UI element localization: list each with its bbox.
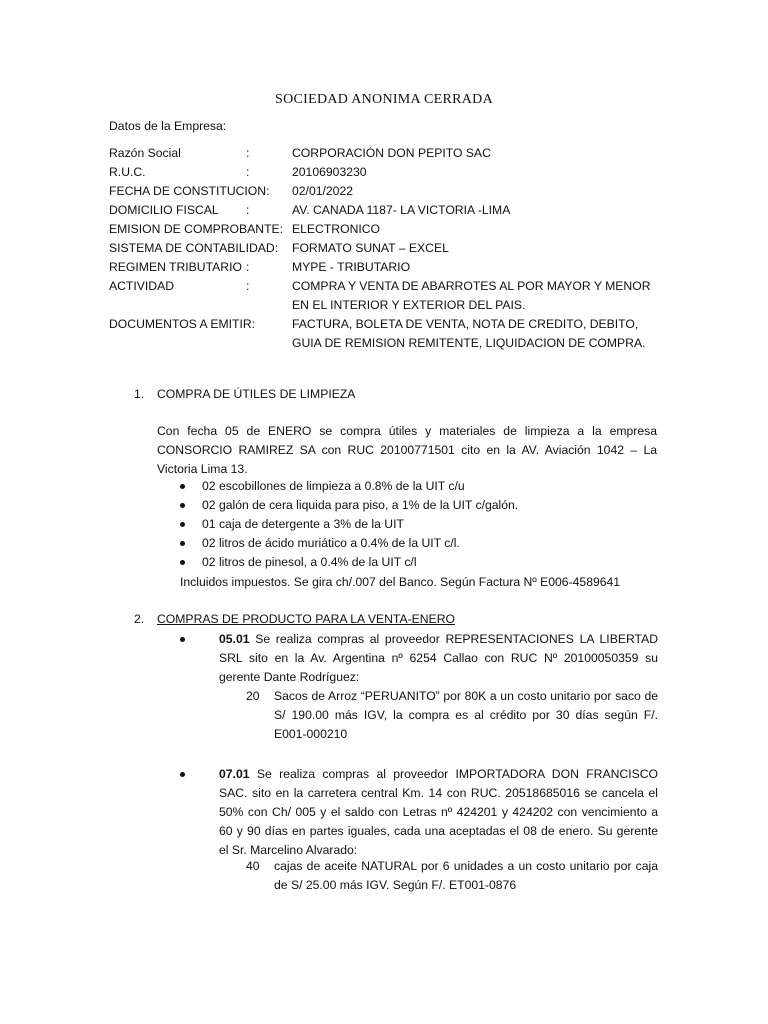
entry-description: Se realiza compras al proveedor REPRESENTACIONES LA LIBERTAD SRL sito en la Av. Argentina nº 6254 Callao con RUC Nº 20100050359 su gerente Dante Rodríguez: [219, 632, 658, 684]
section-paragraph: Con fecha 05 de ENERO se compra útiles y materiales de limpieza a la empresa CONSORCIO RAMIREZ SA con RUC 20100771501 cito en la AV. Aviación 1042 – La Victoria Lima 13. [157, 424, 657, 476]
field-label: ACTIVIDAD [109, 279, 175, 293]
field-value: ELECTRONICO [292, 222, 381, 236]
field-separator: : [246, 279, 250, 293]
bullet-icon [180, 637, 185, 642]
field-value: COMPRA Y VENTA DE ABARROTES AL POR MAYOR Y MENOR [292, 279, 651, 293]
field-separator: : [246, 260, 250, 274]
field-separator: : [246, 203, 250, 217]
bullet-icon [180, 484, 185, 489]
field-value: 02/01/2022 [292, 184, 353, 198]
entry-detail: Sacos de Arroz “PERUANITO” por 80K a un costo unitario por saco de S/ 190.00 más IGV, la compra es al crédito por 30 días según F/. E001-000210 [274, 689, 658, 741]
company-heading: Datos de la Empresa: [109, 119, 227, 133]
list-item: 02 litros de pinesol, a 0.4% de la UIT c/l [202, 555, 417, 569]
field-label: DOMICILIO FISCAL [109, 203, 219, 217]
entry-text [219, 630, 658, 687]
field-value: 20106903230 [292, 165, 367, 179]
section-number: 2. [134, 612, 145, 626]
field-label: Razón Social [109, 146, 181, 160]
section-number: 1. [134, 387, 145, 401]
entry-date: 07.01 [219, 767, 250, 781]
field-value-continued: GUIA DE REMISION REMITENTE, LIQUIDACION DE COMPRA. [292, 336, 646, 350]
list-item: 02 escobillones de limpieza a 0.8% de la UIT c/u [202, 479, 465, 493]
section-heading: COMPRA DE ÚTILES DE LIMPIEZA [157, 387, 356, 401]
field-value-continued: EN EL INTERIOR Y EXTERIOR DEL PAIS. [292, 298, 526, 312]
entry-date: 05.01 [219, 632, 250, 646]
entry-text [219, 765, 658, 860]
field-value: MYPE - TRIBUTARIO [292, 260, 411, 274]
bullet-icon [180, 772, 185, 777]
field-label: DOCUMENTOS A EMITIR: [109, 317, 256, 331]
list-item: 02 galón de cera liquida para piso, a 1% de la UIT c/galón. [202, 498, 519, 512]
document-title: SOCIEDAD ANONIMA CERRADA [275, 92, 493, 107]
field-label: R.U.C. [109, 165, 146, 179]
entry-quantity: 40 [246, 859, 260, 873]
field-separator: : [246, 146, 250, 160]
list-item: 02 litros de ácido muriático a 0.4% de la UIT c/l. [202, 536, 460, 550]
field-separator: : [246, 165, 250, 179]
field-value: CORPORACIÓN DON PEPITO SAC [292, 146, 491, 160]
list-item: 01 caja de detergente a 3% de la UIT [202, 517, 404, 531]
bullet-icon [180, 541, 185, 546]
bullet-icon [180, 560, 185, 565]
bullet-icon [180, 522, 185, 527]
field-value: AV. CANADA 1187- LA VICTORIA -LIMA [292, 203, 511, 217]
field-label: SISTEMA DE CONTABILIDAD: [109, 241, 279, 255]
field-value: FORMATO SUNAT – EXCEL [292, 241, 449, 255]
field-label: REGIMEN TRIBUTARIO [109, 260, 242, 274]
field-label: FECHA DE CONSTITUCION: [109, 184, 270, 198]
field-label: EMISION DE COMPROBANTE: [109, 222, 284, 236]
bullet-icon [180, 503, 185, 508]
entry-description: Se realiza compras al proveedor IMPORTADORA DON FRANCISCO SAC. sito en la carretera central Km. 14 con RUC. 20518685016 se cancela el 50% con Ch/ 005 y el saldo con Letras nº 424201 y 424202 con vencimiento a 60 y 90 días en partes iguales, cada una aceptadas el 08 de enero. Su gerente el Sr. Marcelino Alvarado: [219, 767, 659, 857]
section-heading: COMPRAS DE PRODUCTO PARA LA VENTA-ENERO [157, 612, 455, 626]
entry-detail: cajas de aceite NATURAL por 6 unidades a un costo unitario por caja de S/ 25.00 más IGV. Según F/. ET001-0876 [274, 859, 658, 892]
field-value: FACTURA, BOLETA DE VENTA, NOTA DE CREDITO, DEBITO, [292, 317, 639, 331]
section-closing: Incluidos impuestos. Se gira ch/.007 del Banco. Según Factura Nº E006-4589641 [180, 575, 621, 589]
entry-quantity: 20 [246, 689, 260, 703]
